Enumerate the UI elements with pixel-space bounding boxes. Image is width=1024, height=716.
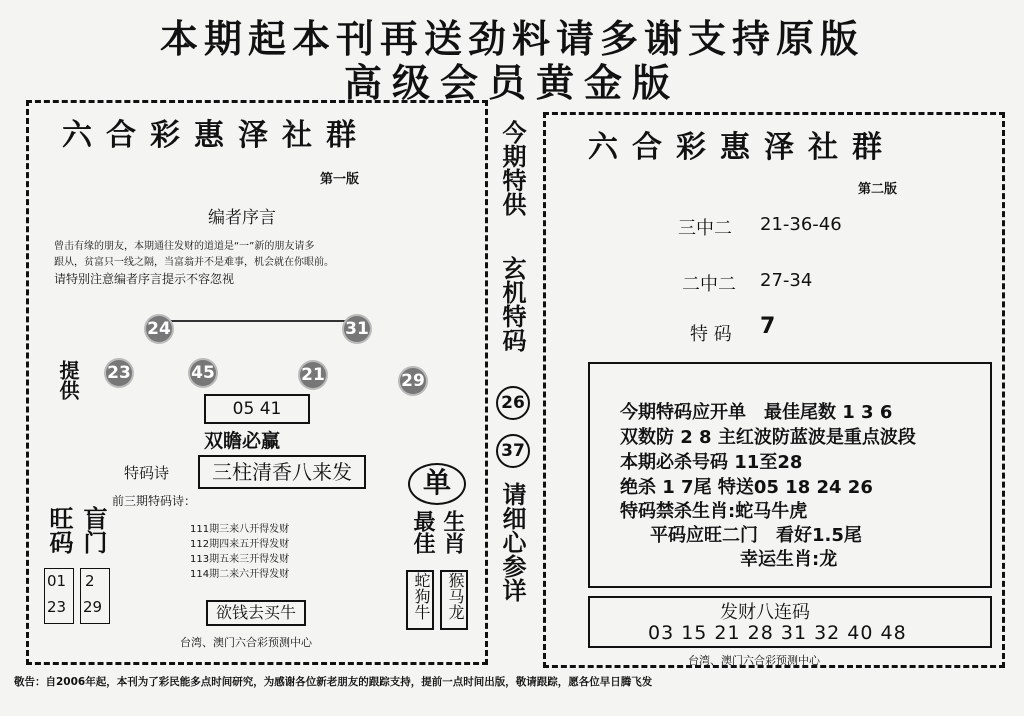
history-line-3: 113期五来三开得发财 <box>190 554 290 565</box>
middle-circle-2: 37 <box>496 434 530 468</box>
mang-number-2: 29 <box>83 598 103 616</box>
slogan: 双瞻必赢 <box>204 430 281 452</box>
right-edition: 第二版 <box>858 182 898 197</box>
analysis-line-4: 绝杀 1 7尾 特送05 18 24 26 <box>620 477 873 498</box>
provide-ball-2: 45 <box>190 360 216 386</box>
header-title-line2: 高级会员黄金版 <box>343 61 680 105</box>
left-footer: 台湾、澳门六合彩预测中心 <box>180 636 312 649</box>
mang-label: 盲门 <box>79 506 107 554</box>
left-panel-title: 六合彩惠泽社群 <box>62 118 370 153</box>
provide-ball-4: 29 <box>400 368 426 394</box>
analysis-line-1: 今期特码应开单 最佳尾数 1 3 6 <box>620 402 893 423</box>
preface-title: 编者序言 <box>208 208 276 228</box>
provide-label: 提供 <box>56 360 80 400</box>
pair-ball-2: 31 <box>344 316 370 342</box>
analysis-line-3: 本期必杀号码 11至28 <box>620 452 803 473</box>
analysis-line-6: 平码应旺二门 看好1.5尾 <box>650 525 862 546</box>
mang-number-1: 2 <box>85 572 95 590</box>
pair-connector <box>170 320 350 322</box>
best-label: 最佳 <box>410 510 435 554</box>
poem-box: 三柱清香八来发 <box>198 455 366 489</box>
lucky-title: 发财八连码 <box>720 602 810 623</box>
single-badge: 单 <box>408 463 466 505</box>
analysis-line-7: 幸运生肖:龙 <box>740 549 838 570</box>
provide-ball-3: 21 <box>300 362 326 388</box>
row3-label: 特 码 <box>690 324 732 345</box>
history-line-4: 114期二来六开得发财 <box>190 569 290 580</box>
row2-label: 二中二 <box>682 274 736 295</box>
lucky-numbers: 03 15 21 28 31 32 40 48 <box>648 622 907 644</box>
row2-value: 27-34 <box>760 270 813 291</box>
zodiac-group-b: 猴马龙 <box>440 570 468 630</box>
middle-text-special: 今期特供 <box>498 120 526 216</box>
middle-text-mystery: 玄机特码 <box>498 256 526 352</box>
preface-line-2: 跟从，贫富只一线之隔，当富翁并不是难事，机会就在你眼前。 <box>54 257 334 268</box>
zodiac-label: 生肖 <box>440 510 465 554</box>
provide-ball-1: 23 <box>106 360 132 386</box>
wang-number-2: 23 <box>47 598 67 616</box>
middle-text-study: 请细心参详 <box>498 482 526 602</box>
boxed-numbers: 05 41 <box>204 394 310 424</box>
preface-notice: 请特别注意编者序言提示不容忽视 <box>54 272 235 286</box>
poem-label: 特码诗 <box>124 464 170 482</box>
middle-circle-1: 26 <box>496 386 530 420</box>
analysis-line-5: 特码禁杀生肖:蛇马牛虎 <box>620 501 808 522</box>
pair-ball-1: 24 <box>146 316 172 342</box>
wang-label: 旺码 <box>45 506 73 554</box>
row1-value: 21-36-46 <box>760 214 842 235</box>
row1-label: 三中二 <box>678 218 732 239</box>
right-panel-title: 六合彩惠泽社群 <box>588 130 896 165</box>
analysis-line-2: 双数防 2 8 主红波防蓝波是重点波段 <box>620 427 916 448</box>
buy-box: 欲钱去买牛 <box>206 600 306 626</box>
wang-number-1: 01 <box>47 572 67 590</box>
bottom-notice: 敬告：自2006年起，本刊为了彩民能多点时间研究，为感谢各位新老朋友的跟踪支持，提前一点时间出版，敬请跟踪，愿各位早日腾飞发 <box>14 676 653 688</box>
history-line-1: 111期三来八开得发财 <box>190 524 290 535</box>
right-footer: 台湾、澳门六合彩预测中心 <box>688 654 820 667</box>
zodiac-group-a: 蛇狗牛 <box>406 570 434 630</box>
history-line-2: 112期四来五开得发财 <box>190 539 290 550</box>
row3-value: 7 <box>760 314 776 339</box>
left-edition: 第一版 <box>320 172 360 187</box>
prev-poem-label: 前三期特码诗： <box>112 494 197 508</box>
preface-line-1: 曾击有缘的朋友，本期通往发财的道道是“一”新的朋友请多 <box>54 241 315 252</box>
header-title-line1: 本期起本刊再送劲料请多谢支持原版 <box>159 17 864 61</box>
